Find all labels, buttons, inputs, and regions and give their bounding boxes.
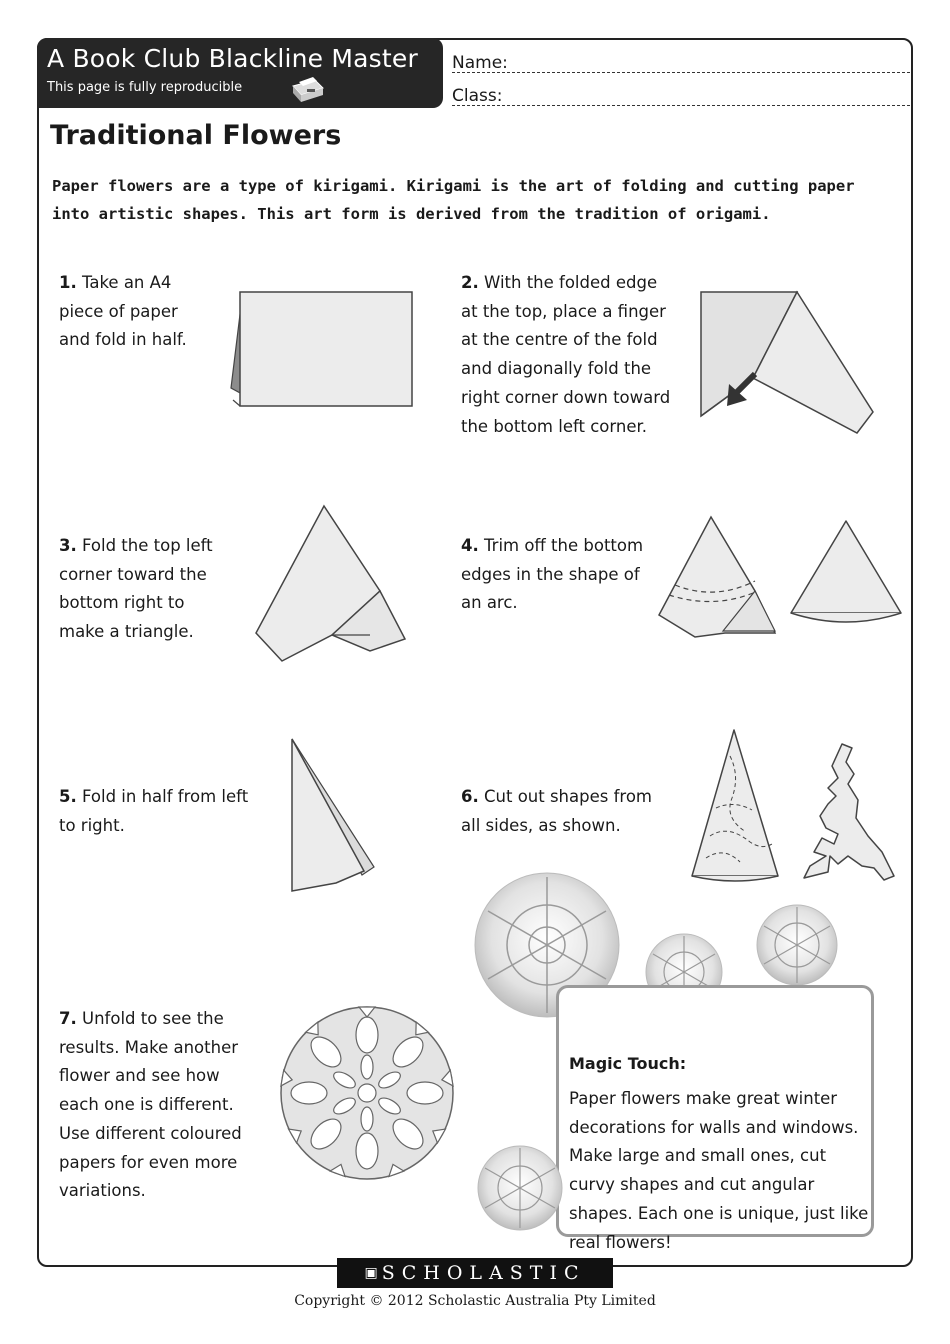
folded-paper-illustration — [228, 288, 418, 408]
class-label: Class: — [452, 86, 503, 106]
name-label: Name: — [452, 53, 508, 73]
brand-name: SCHOLASTIC — [381, 1262, 586, 1284]
step-2 — [461, 269, 671, 441]
step-number: 5. — [59, 787, 77, 806]
step-text: Unfold to see the results. Make another flower and see how each one is different. Use different coloured papers for even more variations. — [59, 1009, 242, 1201]
step-4 — [461, 532, 661, 618]
step-number: 2. — [461, 273, 479, 292]
paper-snowflake-illustration — [265, 993, 470, 1193]
diagonal-fold-illustration — [697, 288, 877, 438]
step-number: 1. — [59, 273, 77, 292]
intro-paragraph: Paper flowers are a type of kirigami. Kirigami is the art of folding and cutting paper into artistic shapes. This art form is derived from the tradition of origami. — [52, 177, 855, 223]
step-text: Trim off the bottom edges in the shape of an arc. — [461, 536, 644, 613]
magic-touch-title: Magic Touch: — [569, 1054, 687, 1073]
class-field[interactable] — [452, 105, 910, 106]
step-text: With the folded edge at the top, place a finger at the centre of the fold and diagonally fold the right corner down toward the bottom left corner. — [461, 273, 671, 436]
arc-trim-illustration — [655, 513, 905, 643]
banner-title: A Book Club Blackline Master — [47, 44, 418, 73]
step-3 — [59, 532, 229, 647]
page-title: Traditional Flowers — [50, 120, 342, 151]
step-text: Fold in half from left to right. — [59, 787, 249, 835]
step-text: Fold the top left corner toward the bottom right to make a triangle. — [59, 536, 213, 642]
triangle-fold-illustration — [252, 503, 412, 668]
blackline-master-banner — [37, 38, 443, 108]
name-field[interactable] — [452, 72, 910, 73]
step-6 — [461, 783, 671, 840]
step-text: Take an A4 piece of paper and fold in half. — [59, 273, 187, 350]
cut-shapes-illustration — [688, 726, 898, 888]
step-number: 3. — [59, 536, 77, 555]
step-number: 7. — [59, 1009, 77, 1028]
step-7 — [59, 1005, 249, 1206]
banner-subtitle: This page is fully reproducible — [47, 80, 243, 95]
scholastic-logo — [337, 1258, 613, 1288]
magic-touch-box — [556, 985, 874, 1252]
photocopier-icon — [289, 74, 327, 104]
step-5 — [59, 783, 259, 840]
open-book-icon: ▣ — [364, 1265, 378, 1281]
half-fold-cone-illustration — [286, 735, 381, 895]
step-1 — [59, 269, 209, 355]
small-paper-flower — [476, 1142, 566, 1234]
step-text: Cut out shapes from all sides, as shown. — [461, 787, 652, 835]
magic-touch-text: Paper flowers make great winter decorations for walls and windows. Make large and small ones, cut curvy shapes and cut angular shapes. Each one is unique, just like real flowers! — [569, 1089, 869, 1252]
step-number: 6. — [461, 787, 479, 806]
step-number: 4. — [461, 536, 479, 555]
copyright-notice: Copyright © 2012 Scholastic Australia Pty Limited — [294, 1293, 656, 1309]
